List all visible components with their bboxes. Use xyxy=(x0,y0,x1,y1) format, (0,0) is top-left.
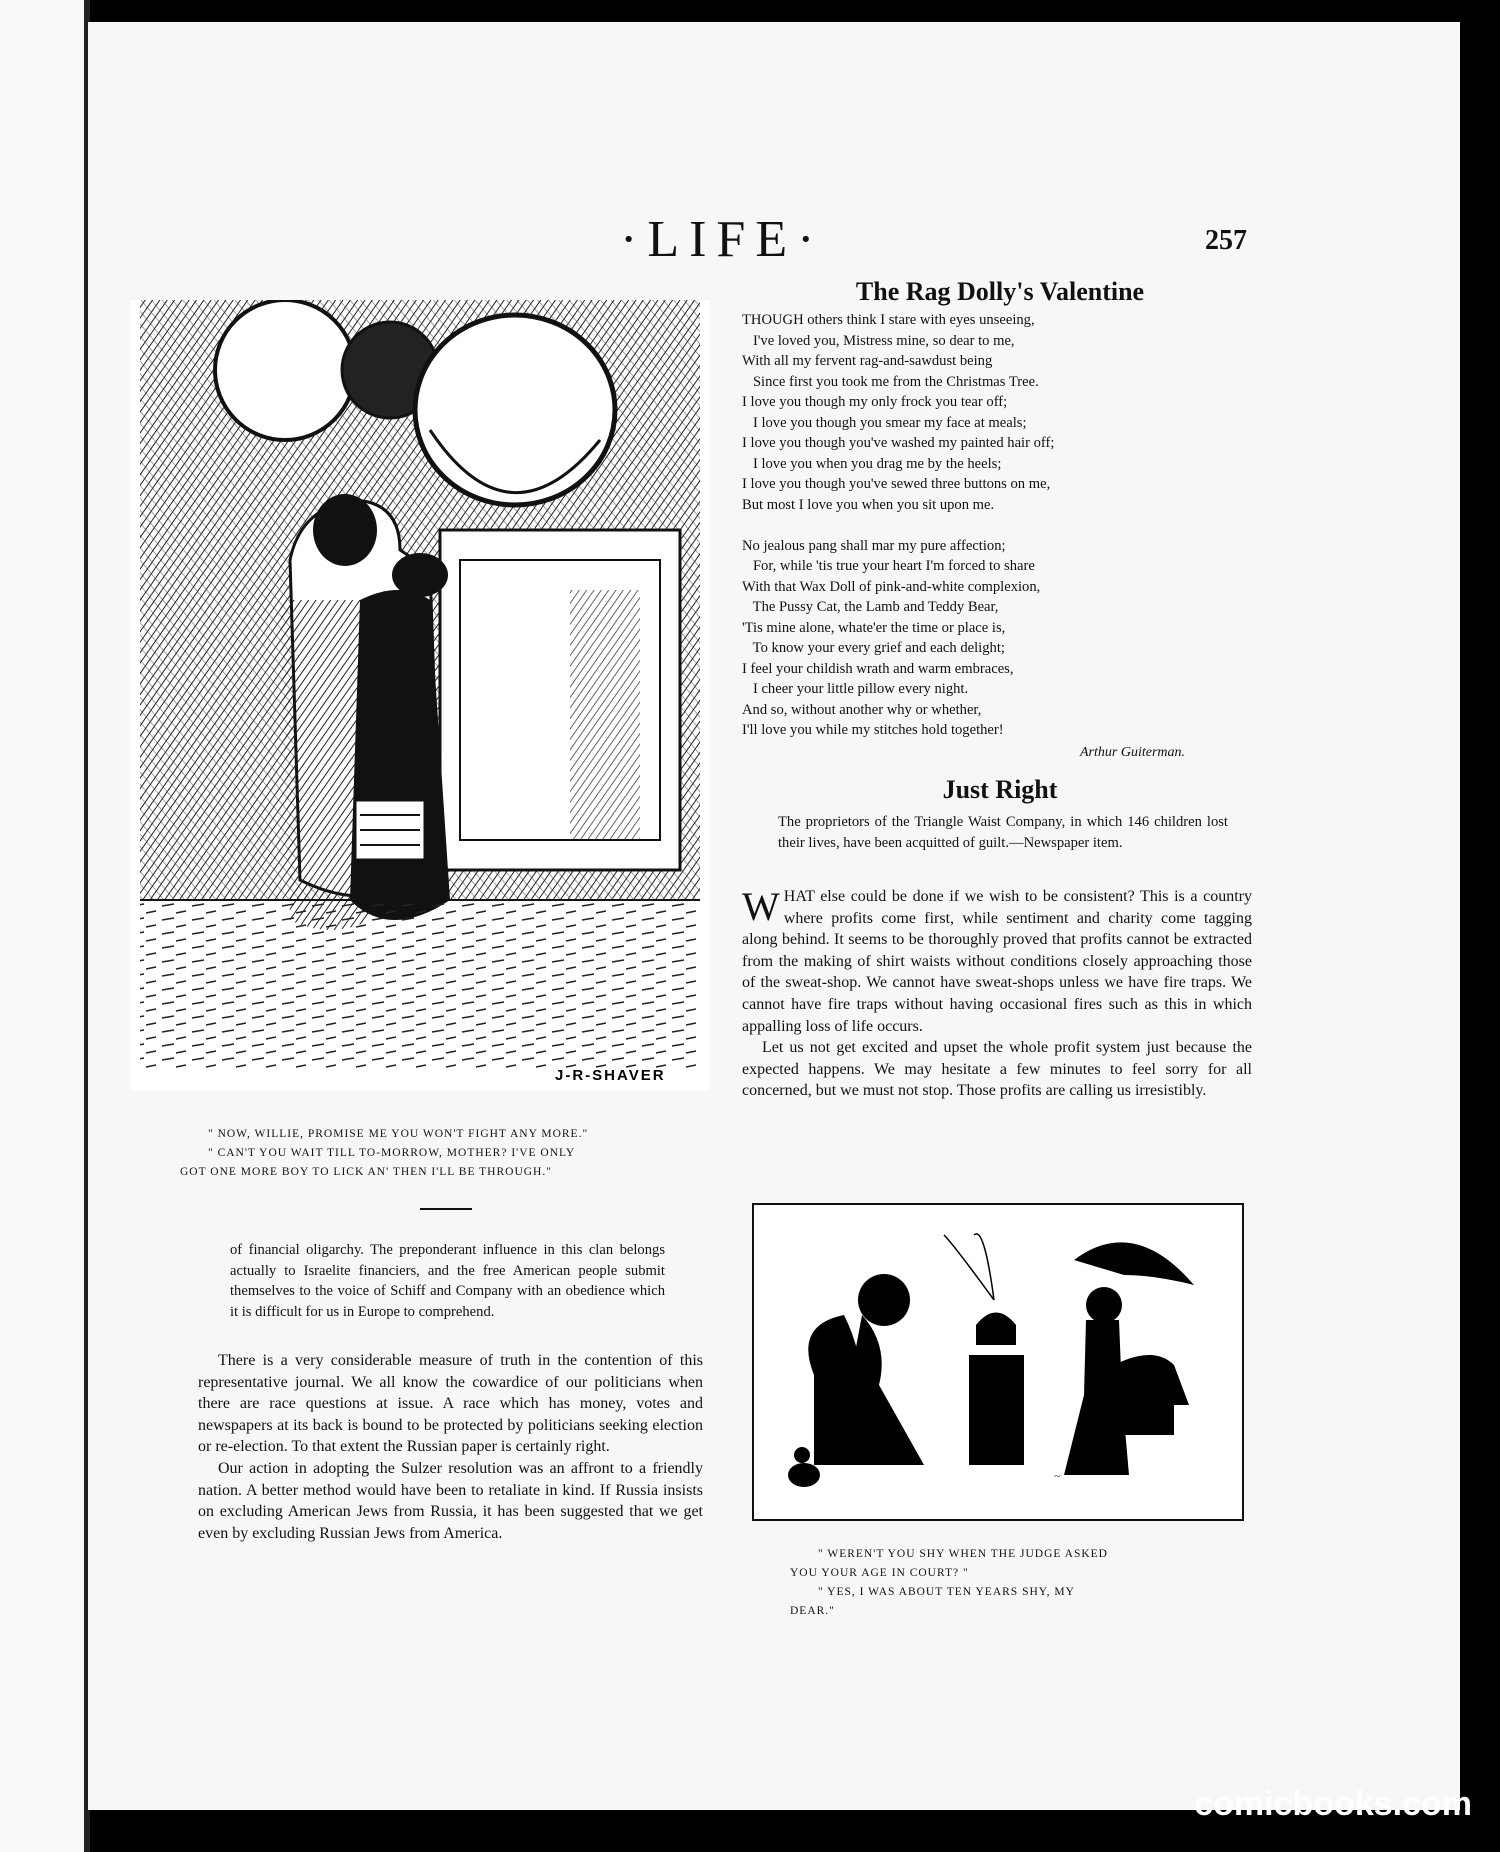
quoted-paragraph: of financial oligarchy. The preponderant influence in this clan belongs actually to Israelite financiers, and the free American people submit themselves to the voice of Schiff and Company with an obedience which it is difficult for us in Europe to comprehend. xyxy=(230,1242,665,1320)
poem-line: No jealous pang shall mar my pure affection; xyxy=(742,537,1006,554)
intro-text: The proprietors of the Triangle Waist Company, in which 146 children lost their lives, have been acquitted of guilt.—Newspaper item. xyxy=(778,814,1228,851)
drop-cap: W xyxy=(742,884,780,929)
poem-line: For, while 'tis true your heart I'm forced to share xyxy=(742,558,1035,574)
section-divider xyxy=(420,1208,472,1210)
artist-signature: J-R-SHAVER xyxy=(555,1067,666,1084)
cartoon-silhouette-frame xyxy=(752,1203,1244,1521)
poem-line: I love you when you drag me by the heels; xyxy=(742,455,1002,472)
poem-line: With that Wax Doll of pink-and-white complexion, xyxy=(742,578,1041,595)
poem-line: I cheer your little pillow every night. xyxy=(742,681,969,697)
poem-line: I feel your childish wrath and warm embraces, xyxy=(742,660,1014,677)
poem-line: THOUGH others think I stare with eyes unseeing, xyxy=(742,312,1035,328)
poem-line: To know your every grief and each delight; xyxy=(742,640,1005,656)
facing-page-edge xyxy=(0,0,88,1852)
poem-line: 'Tis mine alone, whate'er the time or place is, xyxy=(742,619,1006,636)
masthead: ·LIFE· xyxy=(620,211,825,268)
oligarchy-quote xyxy=(230,1240,665,1322)
poem-line: The Pussy Cat, the Lamb and Teddy Bear, xyxy=(742,599,999,615)
page-number: 257 xyxy=(1205,225,1247,256)
poem-line xyxy=(742,515,1242,536)
scan-border xyxy=(1460,0,1500,1852)
cartoon-illustration-mother-son xyxy=(130,300,710,1090)
oligarchy-article xyxy=(198,1350,703,1544)
article-body xyxy=(742,886,1252,1102)
site-watermark: comicbooks.com xyxy=(1194,1785,1472,1823)
article-paragraph: Our action in adopting the Sulzer resolution was an affront to a friendly nation. A better method would have been to retaliate in kind. If Russia insists on excluding American Jews from Russia, it has been suggested that we get even by excluding Russian Jews from America. xyxy=(198,1459,703,1542)
poem-line: I love you though you've washed my painted hair off; xyxy=(742,435,1055,451)
article-paragraph: There is a very considerable measure of truth in the contention of this representative journal. We all know the cowardice of our politicians when there are race questions at issue. A race which has money, votes and newspapers at its back is bound to be protected by politicians seeking election or re-election. To that extent the Russian paper is certainly right. xyxy=(198,1352,703,1456)
poem-line: And so, without another why or whether, xyxy=(742,701,982,718)
poem-body xyxy=(742,310,1242,741)
caption-line: YOU YOUR AGE IN COURT? " xyxy=(790,1567,969,1579)
cartoon1-caption xyxy=(180,1125,710,1182)
article-paragraph xyxy=(742,886,1252,1037)
poem-line: I've loved you, Mistress mine, so dear to me, xyxy=(742,332,1015,349)
silhouette-drawing xyxy=(754,1205,1242,1519)
paragraph-text: HAT else could be done if we wish to be consistent? This is a country where profits come first, while sentiment and charity come tagging along behind. It seems to be thoroughly proved that profits cannot be extracted from the making of shirt waists without conditions closely approaching those of the sweat-shop. We cannot have sweat-shops unless we have fire traps. We cannot have fire traps without having occasional fires such as this in which appalling loss of life occurs. xyxy=(742,888,1252,1035)
poem-line: Since first you took me from the Christmas Tree. xyxy=(742,373,1039,390)
poem-line: I'll love you while my stitches hold together! xyxy=(742,722,1004,738)
caption-line: DEAR." xyxy=(790,1605,835,1617)
poem-line: I love you though you smear my face at meals; xyxy=(742,414,1027,431)
caption-line: " YES, I WAS ABOUT TEN YEARS SHY, MY xyxy=(818,1586,1075,1598)
poem-line: I love you though you've sewed three buttons on me, xyxy=(742,476,1051,492)
article-title: Just Right xyxy=(942,775,1058,804)
article-paragraph: Let us not get excited and upset the whole profit system just because the expected happens. We may hesitate a few minutes to feel sorry for all concerned, but we must not stop. Those profits are calling us irresistibly. xyxy=(742,1039,1252,1100)
article-intro xyxy=(778,812,1228,854)
caption-line: " WEREN'T YOU SHY WHEN THE JUDGE ASKED xyxy=(818,1548,1108,1560)
poem-author: Arthur Guiterman. xyxy=(1080,745,1185,760)
poem-line: With all my fervent rag-and-sawdust being xyxy=(742,353,993,369)
cartoon2-caption xyxy=(790,1545,1220,1621)
cartoon-drawing xyxy=(130,300,710,1090)
poem-line: But most I love you when you sit upon me. xyxy=(742,496,995,513)
caption-line: " CAN'T YOU WAIT TILL TO-MORROW, MOTHER? I'VE ONLY xyxy=(208,1147,576,1159)
poem-title: The Rag Dolly's Valentine xyxy=(855,277,1145,306)
caption-line: GOT ONE MORE BOY TO LICK AN' THEN I'LL BE THROUGH." xyxy=(180,1166,552,1178)
poem-line: I love you though my only frock you tear off; xyxy=(742,394,1008,410)
caption-line: " NOW, WILLIE, PROMISE ME YOU WON'T FIGHT ANY MORE." xyxy=(208,1128,589,1140)
artist-signature-mark: ~ xyxy=(1054,1469,1061,1483)
